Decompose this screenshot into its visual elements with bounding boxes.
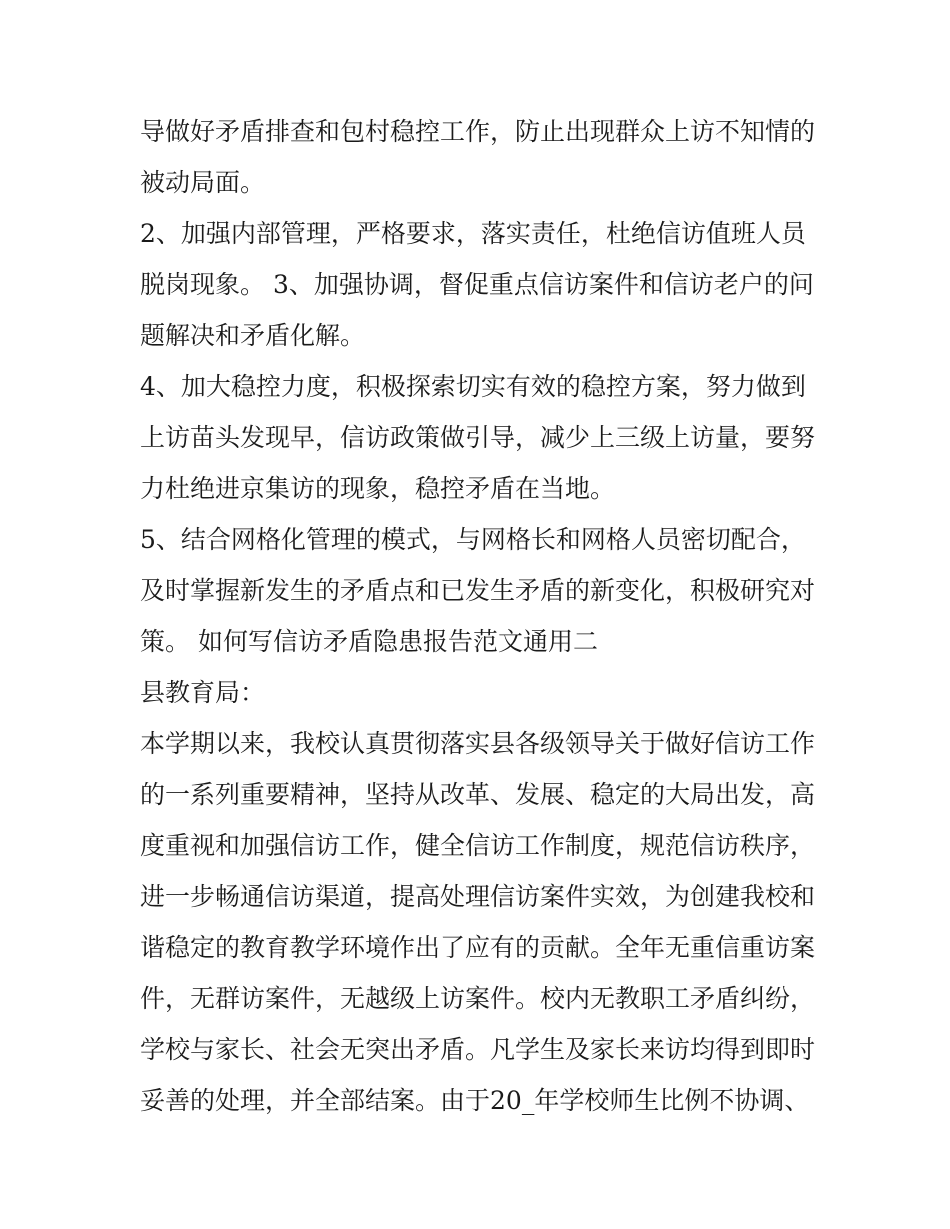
text-line: 被动局面。 xyxy=(140,168,266,197)
text-line: 力杜绝进京集访的现象，稳控矛盾在当地。 xyxy=(140,474,616,503)
text-line: 件，无群访案件，无越级上访案件。校内无教职工矛盾纠纷， xyxy=(140,984,816,1013)
text-line: 导做好矛盾排查和包村稳控工作，防止出现群众上访不知情的 xyxy=(140,117,816,146)
text-line: 进一步畅通信访渠道，提高处理信访案件实效，为创建我校和 xyxy=(140,882,816,911)
text-line: 4、加大稳控力度，积极探索切实有效的稳控方案，努力做到 xyxy=(140,372,806,401)
text-line: 策。 如何写信访矛盾隐患报告范文通用二 xyxy=(140,627,598,656)
text-line: 题解决和矛盾化解。 xyxy=(140,321,366,350)
text-line: 学校与家长、社会无突出矛盾。凡学生及家长来访均得到即时 xyxy=(140,1035,816,1064)
text-line: 妥善的处理，并全部结案。由于20_年学校师生比例不协调、 xyxy=(140,1086,810,1115)
text-line: 本学期以来，我校认真贯彻落实县各级领导关于做好信访工作 xyxy=(140,729,816,758)
text-line: 5、结合网格化管理的模式，与网格长和网格人员密切配合， xyxy=(140,525,806,554)
text-line: 度重视和加强信访工作，健全信访工作制度，规范信访秩序， xyxy=(140,831,816,860)
text-line: 的一系列重要精神，坚持从改革、发展、稳定的大局出发，高 xyxy=(140,780,816,809)
text-line: 上访苗头发现早，信访政策做引导，减少上三级上访量，要努 xyxy=(140,423,816,452)
text-line: 脱岗现象。 3、加强协调，督促重点信访案件和信访老户的问 xyxy=(140,270,814,299)
text-line: 谐稳定的教育教学环境作出了应有的贡献。全年无重信重访案 xyxy=(140,933,816,962)
text-line: 县教育局： xyxy=(140,678,266,707)
document-body xyxy=(140,106,820,1126)
text-line: 2、加强内部管理，严格要求，落实责任，杜绝信访值班人员 xyxy=(140,219,806,248)
text-line: 及时掌握新发生的矛盾点和已发生矛盾的新变化，积极研究对 xyxy=(140,576,816,605)
